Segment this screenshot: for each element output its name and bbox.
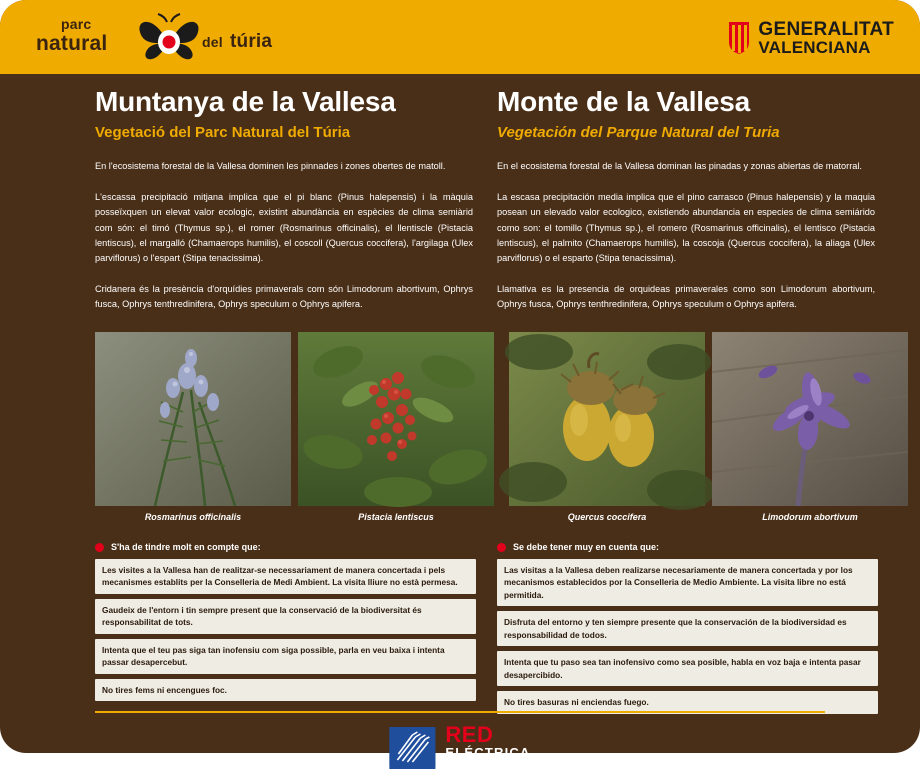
red-dot-icon bbox=[95, 543, 104, 552]
photo-caption: Rosmarinus officinalis bbox=[144, 512, 242, 522]
ree-line3: DE ESPAÑA bbox=[445, 759, 513, 771]
ree-line1: RED bbox=[445, 722, 494, 747]
logo-word-turia: túria bbox=[230, 31, 273, 52]
notes-heading-valencian bbox=[95, 542, 476, 552]
photo-item bbox=[298, 332, 494, 522]
body-paragraph-2-spanish: Llamativa es la presencia de orquideas primaverales como son Limodorum abortivum, Ophrys fusca, Ophrys tenthredinifera, Ophrys speculum o Ophrys apifera. bbox=[497, 284, 875, 310]
photo-rosmarinus-officinalis bbox=[95, 332, 291, 506]
lead-paragraph-spanish: En el ecosistema forestal de la Vallesa dominan las pinadas y zonas abiertas de matorral. bbox=[497, 161, 862, 171]
page-title-spanish: Monte de la Vallesa bbox=[497, 86, 750, 117]
notes-heading-spanish bbox=[497, 542, 878, 552]
photo-image bbox=[298, 332, 494, 506]
red-electrica-mark-icon bbox=[389, 727, 435, 769]
photo-quercus-coccifera bbox=[509, 332, 705, 506]
body-paragraph-2-valencian: Cridanera és la presència d'orquídies primaverals com són Limodorum abortivum, Ophrys fusca, Ophrys tenthredinifera, Ophrys speculum o Ophrys apifera. bbox=[95, 284, 473, 310]
ree-mark-svg bbox=[389, 727, 435, 769]
note-item: Intenta que el teu pas siga tan inofensiu com siga possible, parla en veu baixa i intenta passar desapercebut. bbox=[95, 639, 476, 674]
gva-logo-line2: VALENCIANA bbox=[758, 38, 871, 58]
notes-column-spanish bbox=[497, 542, 878, 719]
photo-gallery bbox=[0, 332, 920, 522]
note-item: Les visites a la Vallesa han de realitzar-se necessariament de manera concertada i pels mecanismes establits per la Conselleria de Medi Ambient. La visita lliure no està permesa. bbox=[95, 559, 476, 594]
ree-line2: ELÉCTRICA bbox=[445, 745, 531, 760]
gva-logo-text bbox=[758, 20, 894, 57]
panel-header bbox=[0, 0, 920, 74]
notes-heading-label: Se debe tener muy en cuenta que: bbox=[513, 542, 660, 552]
photo-pistacia-lentiscus bbox=[298, 332, 494, 506]
note-item: Gaudeix de l'entorn i tin sempre present que la conservació de la biodiversitat és responsabilitat de tots. bbox=[95, 599, 476, 634]
footer-divider bbox=[95, 711, 825, 713]
notes-column-valencian bbox=[95, 542, 476, 706]
note-item: Disfruta del entorno y ten siempre presente que la conservación de la biodiversidad es responsabilidad de todos. bbox=[497, 611, 878, 646]
body-paragraph-1-valencian: L'escassa precipitació mitjana implica que el pi blanc (Pinus halepensis) i la màquia posseïxquen un elevat valor ecologic, existint abundància en espècies de clima semiàrid com són: el timó (Thymus sp.), el romer (Rosmarinus officinalis), el llentiscle (Pistacia lentiscus), el margalló (Chamaerops humilis), el coscoll (Quercus coccifera), l'argilaga (Ulex parviflorus) o l'espart (Stipa tenacissima). bbox=[95, 192, 473, 263]
red-electrica-wordmark bbox=[445, 724, 530, 772]
panel-content bbox=[0, 74, 920, 771]
photo-item bbox=[95, 332, 291, 522]
generalitat-valenciana-logo bbox=[728, 16, 894, 60]
photo-image bbox=[712, 332, 908, 506]
parc-natural-del-turia-logo bbox=[34, 14, 274, 66]
logo-word-natural: natural bbox=[36, 32, 108, 55]
body-paragraph-1-spanish: La escasa precipitación media implica que el pino carrasco (Pinus halepensis) y la maquia posean un elevado valor ecologico, existiendo abundancia en especies de clima semiárido como son: el tomillo (Thymus sp.), el romero (Rosmarinus officinalis), el lentisco (Pistacia lentiscus), el palmito (Chamaerops humilis), la coscoja (Quercus coccifera), la aliaga (Ulex parviflorus) o el esparto (Stipa tenacissima). bbox=[497, 192, 875, 263]
red-electrica-logo bbox=[389, 724, 530, 772]
photo-caption: Pistacia lentiscus bbox=[358, 512, 434, 522]
photo-caption: Quercus coccifera bbox=[567, 512, 647, 522]
photo-item bbox=[712, 332, 908, 522]
photo-image bbox=[95, 332, 291, 506]
note-item: Las visitas a la Vallesa deben realizarse necesariamente de manera concertada y por los mecanismos establecidos por la Conselleria de Medio Ambiente. La visita libre no está permitida. bbox=[497, 559, 878, 606]
lead-paragraph-valencian: En l'ecosistema forestal de la Vallesa dominen les pinnades i zones obertes de matoll. bbox=[95, 161, 446, 171]
gva-logo-line1: GENERALITAT bbox=[758, 18, 894, 40]
photo-limodorum-abortivum bbox=[712, 332, 908, 506]
logo-word-del: del bbox=[202, 34, 223, 50]
red-dot-icon bbox=[497, 543, 506, 552]
photo-image bbox=[509, 332, 705, 506]
page-title-valencian: Muntanya de la Vallesa bbox=[95, 86, 396, 117]
note-item: No tires basuras ni enciendas fuego. bbox=[497, 691, 878, 713]
page-subtitle-valencian: Vegetació del Parc Natural del Túria bbox=[95, 124, 351, 141]
column-valencian bbox=[95, 86, 473, 312]
column-spanish bbox=[497, 86, 875, 312]
note-item: No tires fems ni encengues foc. bbox=[95, 679, 476, 701]
logo-word-parc: parc bbox=[61, 16, 92, 32]
butterfly-icon bbox=[134, 14, 204, 70]
photo-item bbox=[509, 332, 705, 522]
photo-caption: Limodorum abortivum bbox=[762, 512, 858, 522]
note-item: Intenta que tu paso sea tan inofensivo como sea posible, habla en voz baja e intenta pasar desapercibido. bbox=[497, 651, 878, 686]
page-subtitle-spanish: Vegetación del Parque Natural del Turia bbox=[497, 124, 780, 141]
gva-shield-icon bbox=[728, 21, 750, 55]
notes-section bbox=[0, 542, 920, 708]
notes-heading-label: S'ha de tindre molt en compte que: bbox=[111, 542, 261, 552]
